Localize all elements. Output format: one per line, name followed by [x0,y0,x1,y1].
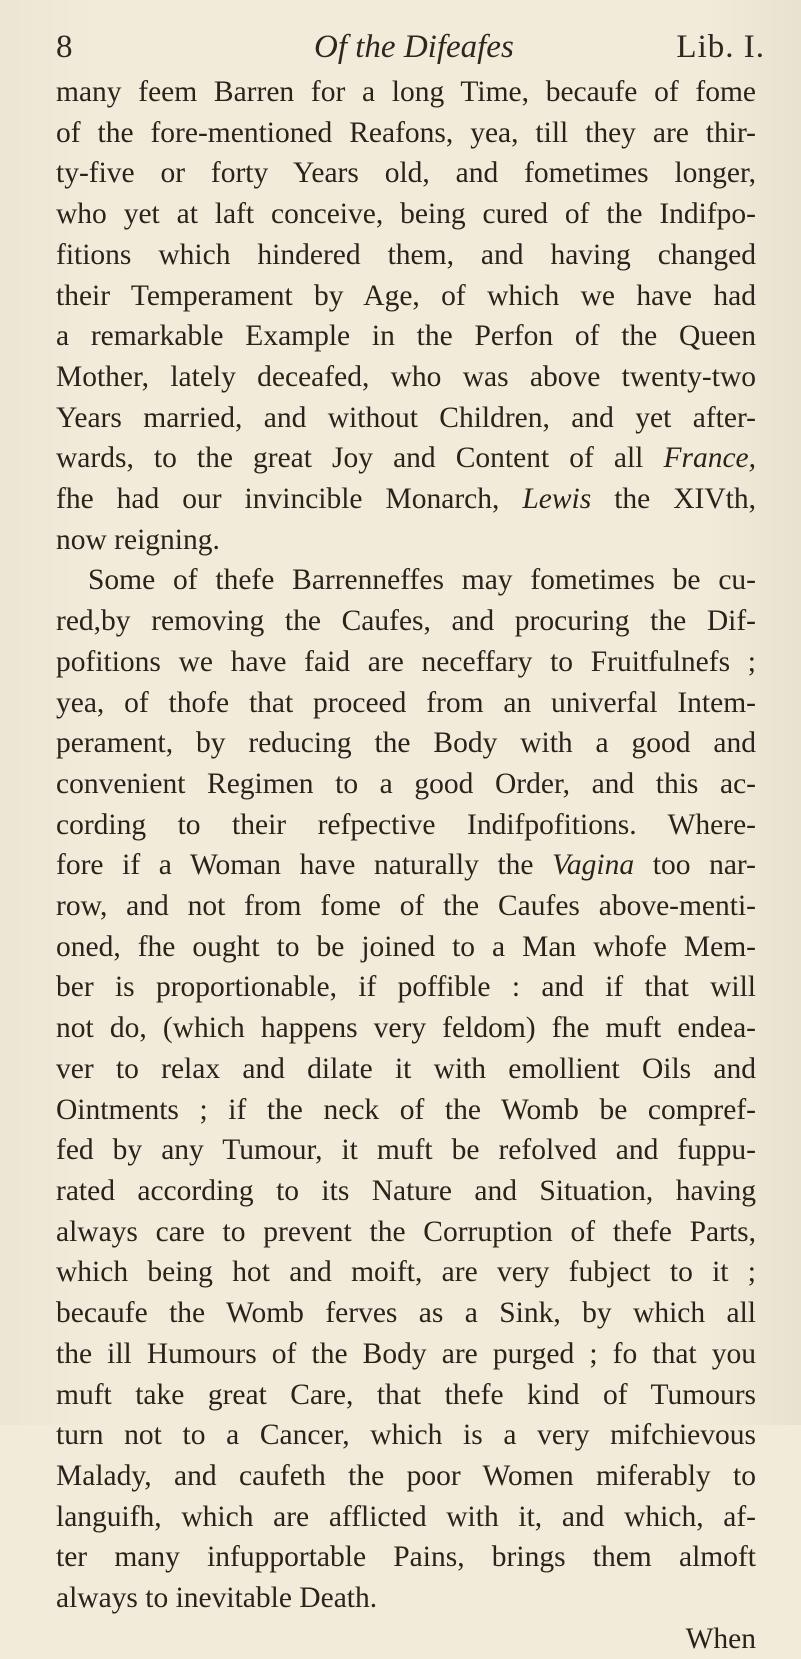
text-line [56,1252,756,1293]
text-line [56,1334,756,1375]
text-line [56,438,756,479]
text-run: the ill Humours of the Body are purged ; fo that you [56,1337,756,1370]
text-run: fhe had our invincible Monarch, [56,483,523,516]
text-run: ber is proportionable, if poffible : and if that will [56,971,756,1004]
text-run: Some of thefe Barrenneffes may fometimes be cu- [88,564,756,597]
text-line [56,1090,756,1131]
text-run: fitions which hindered them, and having changed [56,238,756,271]
text-run: languifh, which are afflicted with it, and which, af- [56,1500,756,1533]
text-run: the XIVth, [591,483,757,516]
text-run: red,by removing the Caufes, and procuring the Dif- [56,605,756,638]
text-line [56,967,756,1008]
text-run: turn not to a Cancer, which is a very mifchievous [56,1419,756,1452]
text-run: always to inevitable Death. [56,1582,378,1615]
text-run: becaufe the Womb ferves as a Sink, by which all [56,1297,756,1330]
text-line [56,1578,756,1619]
text-line [56,316,756,357]
text-line [56,642,756,683]
text-line [56,357,756,398]
italic-text: Vagina [552,849,635,882]
text-run: which being hot and moift, are very fubject to it ; [56,1256,756,1289]
text-run: many feem Barren for a long Time, becaufe of fome [56,76,756,108]
text-line [56,153,756,194]
text-line [56,72,756,113]
text-run: pofitions we have faid are neceffary to Fruitfulnefs ; [56,645,756,678]
text-line [56,805,756,846]
text-run: ty-five or forty Years old, and fometimes longer, [56,157,756,190]
text-line [56,479,756,520]
text-line [56,601,756,642]
text-line [56,1171,756,1212]
text-run: not do, (which happens very feldom) fhe muft endea- [56,1012,756,1045]
text-run: Mother, lately deceafed, who was above twenty-two [56,360,756,393]
text-line [56,1212,756,1253]
text-run: yea, of thofe that proceed from an univerfal Intem- [56,686,756,719]
text-run: fore if a Woman have naturally the [56,849,553,882]
text-run: Malady, and caufeth the poor Women miferably to [56,1459,756,1492]
text-line [56,276,756,317]
running-head [56,22,771,72]
text-line [56,764,756,805]
text-line [56,1375,756,1416]
text-line [56,1537,756,1578]
text-run: ver to relax and dilate it with emollient Oils and [56,1052,756,1085]
text-run: Ointments ; if the neck of the Womb be compref- [56,1093,756,1126]
text-line [56,235,756,276]
text-run: wards, to the great Joy and Content of all [56,442,664,475]
text-run: oned, fhe ought to be joined to a Man whofe Mem- [56,930,756,963]
text-line [56,1008,756,1049]
text-run: fed by any Tumour, it muft be refolved and fuppu- [56,1134,756,1167]
text-line [56,886,756,927]
text-line [56,398,756,439]
text-run: of the fore-mentioned Reafons, yea, till they are thir- [56,116,756,149]
italic-text: France, [663,442,756,475]
text-run: too nar- [634,849,756,882]
page-number: 8 [56,29,73,65]
text-line [56,1293,756,1334]
text-line [56,1497,756,1538]
text-run: their Temperament by Age, of which we have had [56,279,756,312]
text-line [56,1049,756,1090]
text-line [56,723,756,764]
text-run: always care to prevent the Corruption of thefe Parts, [56,1215,756,1248]
text-run: Years married, and without Children, and yet after- [56,401,756,434]
text-run: row, and not from fome of the Caufes above-menti- [56,890,756,923]
text-run: perament, by reducing the Body with a good and [56,727,756,760]
text-line [56,520,756,561]
text-run: cording to their refpective Indifpofitions. Where- [56,808,756,841]
body-text [56,72,756,1619]
text-line [56,560,756,601]
text-run: muft take great Care, that thefe kind of Tumours [56,1378,756,1411]
text-run: a remarkable Example in the Perfon of the Queen [56,320,756,353]
text-run: convenient Regimen to a good Order, and this ac- [56,767,756,800]
book-reference: Lib. I. [676,29,765,65]
text-run: rated according to its Nature and Situation, having [56,1174,756,1207]
italic-text: Lewis [522,483,592,516]
text-line [56,194,756,235]
text-run: now reigning. [56,523,220,556]
text-line [56,845,756,886]
running-title: Of the Difeafes [314,29,514,65]
text-line [56,113,756,154]
text-run: who yet at laft conceive, being cured of the Indifpo- [56,198,756,231]
text-line [56,1415,756,1456]
text-line [56,1456,756,1497]
catchword: When [685,1622,756,1655]
text-line [56,1130,756,1171]
text-line [56,683,756,724]
text-run: ter many infupportable Pains, brings them almoft [56,1541,756,1574]
text-line [56,927,756,968]
